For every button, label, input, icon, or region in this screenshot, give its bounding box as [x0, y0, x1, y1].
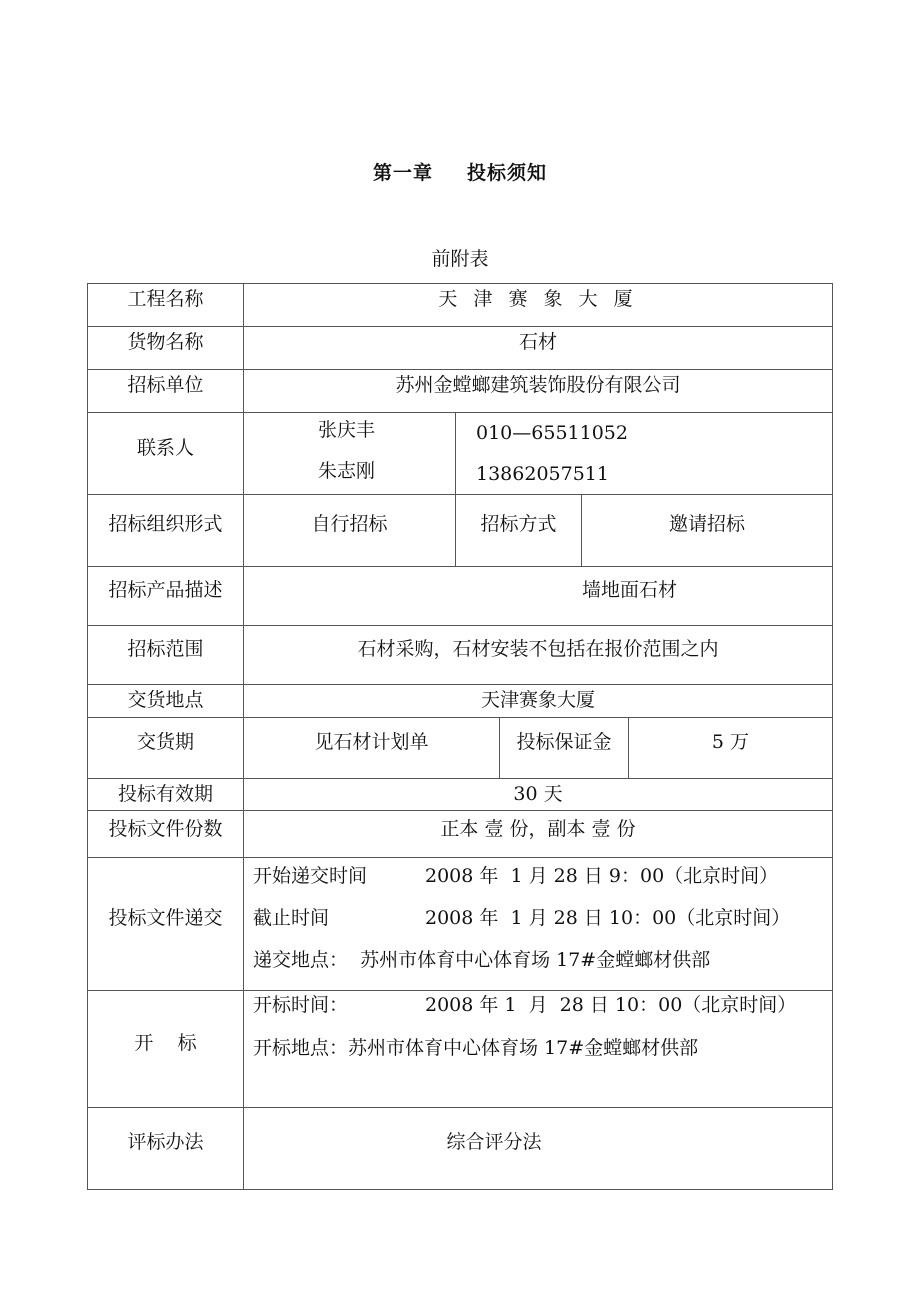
delivery-place-label: 交货地点 — [127, 688, 204, 711]
tenderer-value: 苏州金螳螂建筑装饰股份有限公司 — [395, 373, 681, 396]
chapter-heading — [0, 158, 920, 185]
scope-value: 石材采购，石材安装不包括在报价范围之内 — [357, 637, 719, 660]
copies-label: 投标文件份数 — [108, 817, 223, 840]
tenderer-label: 招标单位 — [127, 373, 204, 396]
method-value: 邀请招标 — [668, 512, 745, 535]
copies-value: 正本 壹 份，副本 壹 份 — [440, 817, 636, 840]
bond-label: 投标保证金 — [516, 730, 612, 753]
goods-value: 石材 — [518, 330, 557, 353]
contact-label: 联系人 — [136, 436, 194, 459]
contact-phone: 13862057511 — [476, 463, 609, 485]
organization-value: 自行招标 — [311, 512, 388, 535]
organization-label: 招标组织形式 — [108, 512, 223, 535]
delivery-place-value: 天津赛象大厦 — [480, 688, 595, 711]
evaluation-label: 评标办法 — [127, 1130, 204, 1153]
submission-place: 递交地点： 苏州市体育中心体育场 17#金螳螂材供部 — [253, 949, 711, 971]
evaluation-value: 综合评分法 — [446, 1130, 542, 1153]
bond-value: 5 万 — [711, 730, 750, 753]
method-label: 招标方式 — [480, 512, 557, 535]
project-label: 工程名称 — [127, 287, 204, 310]
table-caption: 前附表 — [431, 248, 489, 270]
product-desc-label: 招标产品描述 — [108, 578, 223, 601]
project-value: 天 津 赛 象 大 厦 — [438, 287, 638, 310]
delivery-period-value: 见石材计划单 — [314, 730, 429, 753]
contact-person: 朱志刚 — [318, 460, 376, 482]
submission-start-value: 2008 年 1 月 28 日 9：00（北京时间） — [425, 865, 779, 887]
contact-person: 张庆丰 — [318, 419, 376, 441]
opening-time-label: 开标时间： — [253, 994, 349, 1016]
contact-phone: 010—65511052 — [476, 422, 628, 444]
delivery-period-label: 交货期 — [136, 730, 194, 753]
submission-label: 投标文件递交 — [108, 906, 223, 929]
validity-value: 30 天 — [513, 783, 563, 805]
chapter-number: 第一章 — [372, 162, 433, 184]
opening-time-value: 2008 年 1 月 28 日 10：00（北京时间） — [425, 994, 797, 1016]
scope-label: 招标范围 — [127, 637, 204, 660]
product-desc-value: 墙地面石材 — [582, 579, 678, 601]
submission-end-label: 截止时间 — [253, 907, 330, 929]
submission-end-value: 2008 年 1 月 28 日 10：00（北京时间） — [425, 907, 791, 929]
opening-place: 开标地点：苏州市体育中心体育场 17#金螳螂材供部 — [253, 1037, 699, 1059]
goods-label: 货物名称 — [127, 330, 204, 353]
chapter-title: 投标须知 — [467, 162, 548, 184]
opening-label: 开 标 — [134, 1031, 197, 1054]
validity-label: 投标有效期 — [117, 783, 213, 805]
submission-start-label: 开始递交时间 — [253, 865, 368, 887]
